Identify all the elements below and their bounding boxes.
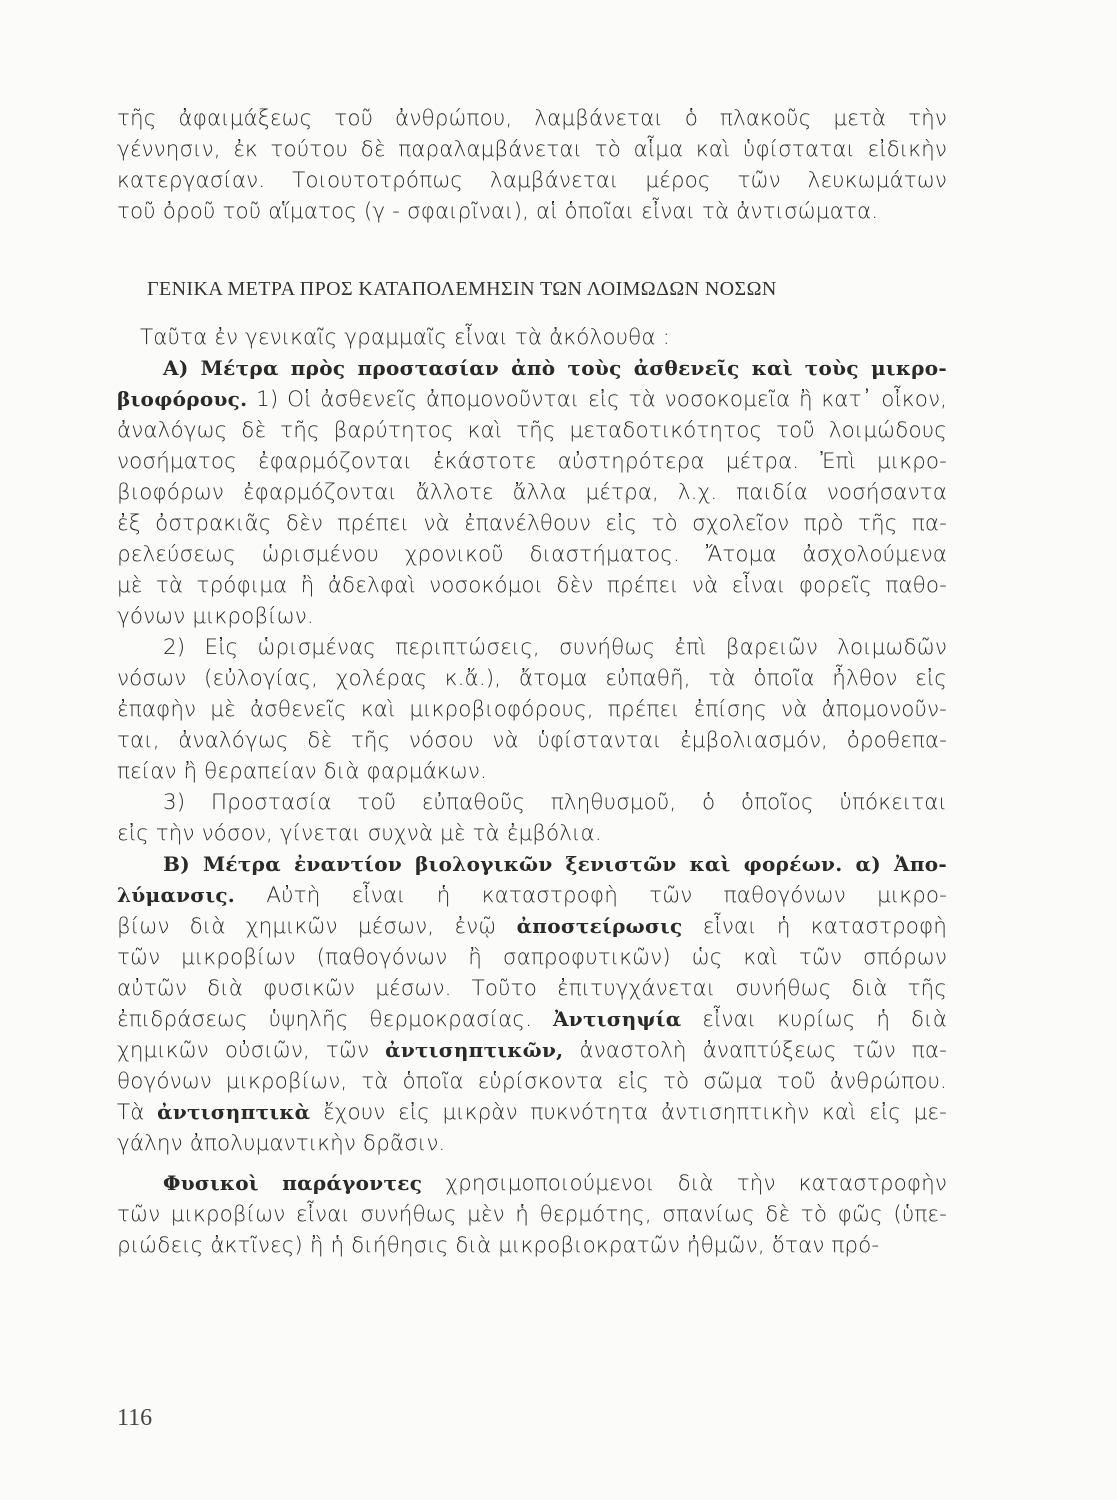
text-segment: ἐπιδράσεως ὑψηλῆς θερμοκρασίας. (117, 1007, 553, 1032)
text-segment: χημικῶν οὐσιῶν, τῶν (117, 1038, 386, 1063)
text-line (117, 756, 947, 787)
text-line (117, 1097, 947, 1128)
text-line (117, 632, 947, 663)
text-line (117, 570, 947, 601)
text-segment: τῶν μικροβίων (παθογόνων ἢ σαπροφυτικῶν) ὡς καὶ τῶν σπόρων (117, 945, 947, 970)
text-segment: βιοφόρων ἐφαρμόζονται ἄλλοτε ἄλλα μέτρα, λ.χ. παιδία νοσήσαντα (117, 480, 947, 505)
text-line (117, 165, 947, 196)
text-segment: τοῦ ὀροῦ τοῦ αἵματος (γ - σφαιρῖναι), αἱ ὁποῖαι εἶναι τὰ ἀντισώματα. (117, 199, 879, 224)
text-segment: ἀναστολὴ ἀναπτύξεως τῶν πα- (563, 1038, 947, 1063)
book-page (117, 103, 947, 1261)
text-segment: 3) Προστασία τοῦ εὐπαθοῦς πληθυσμοῦ, ὁ ὁποῖος ὑπόκειται (163, 790, 947, 815)
text-line (117, 601, 947, 632)
text-line (117, 1199, 947, 1230)
bold-text: Α) Μέτρα πρὸς προστασίαν ἀπὸ τοὺς ἀσθενεῖς καὶ τοὺς μικρο- (163, 356, 947, 380)
text-segment: νοσήματος ἐφαρμόζονται ἑκάστοτε αὐστηρότερα μέτρα. Ἐπὶ μικρο- (117, 449, 947, 474)
text-line (117, 911, 947, 942)
paragraph-gap (117, 1159, 947, 1168)
text-line (117, 446, 947, 477)
text-line (117, 725, 947, 756)
paragraph (117, 632, 947, 787)
text-segment: πείαν ἢ θεραπείαν διὰ φαρμάκων. (117, 759, 487, 784)
text-segment: γάλην ἀπολυμαντικὴν δρᾶσιν. (117, 1131, 446, 1156)
text-line (117, 415, 947, 446)
text-segment: ἔχουν εἰς μικρὰν πυκνότητα ἀντισηπτικὴν καὶ εἰς με- (310, 1100, 947, 1125)
text-segment: ἐπαφὴν μὲ ἀσθενεῖς καὶ μικροβιοφόρους, πρέπει ἐπίσης νὰ ἀπομονοῦν- (117, 697, 947, 722)
text-segment: βίων διὰ χημικῶν μέσων, ἐνῷ (117, 914, 517, 939)
text-line (117, 477, 947, 508)
paragraph (117, 353, 947, 632)
bold-text: βιοφόρους. (117, 387, 248, 411)
paragraphs-main (117, 322, 947, 1261)
text-line (117, 508, 947, 539)
bold-text: ἀντισηπτικὰ (157, 1100, 311, 1124)
text-line (117, 1004, 947, 1035)
text-segment: θογόνων μικροβίων, τὰ ὁποῖα εὑρίσκοντα εἰς τὸ σῶμα τοῦ ἀνθρώπου. (117, 1069, 947, 1094)
text-line (117, 1066, 947, 1097)
text-segment: εἶναι κυρίως ἡ διὰ (681, 1007, 947, 1032)
text-line (117, 663, 947, 694)
text-segment: εἰς τὴν νόσον, γίνεται συχνὰ μὲ τὰ ἐμβόλια. (117, 821, 602, 846)
paragraph (117, 103, 947, 227)
text-segment: νόσων (εὐλογίας, χολέρας κ.ἄ.), ἄτομα εὐπαθῆ, τὰ ὁποῖα ἦλθον εἰς (117, 666, 947, 691)
text-line (117, 818, 947, 849)
text-segment: τῆς ἀφαιμάξεως τοῦ ἀνθρώπου, λαμβάνεται ὁ πλακοῦς μετὰ τὴν (117, 106, 947, 131)
section-heading: ΓΕΝΙΚΑ ΜΕΤΡΑ ΠΡΟΣ ΚΑΤΑΠΟΛΕΜΗΣΙΝ ΤΩΝ ΛΟΙΜΩΔΩΝ ΝΟΣΩΝ (147, 278, 777, 300)
text-segment: ἐξ ὀστρακιᾶς δὲν πρέπει νὰ ἐπανέλθουν εἰς τὸ σχολεῖον πρὸ τῆς πα- (117, 511, 947, 536)
text-line (117, 973, 947, 1004)
page-number: 116 (117, 1405, 153, 1431)
text-line (117, 1128, 947, 1159)
text-segment: εἶναι ἡ καταστροφὴ (682, 914, 947, 939)
text-segment: Ταῦτα ἐν γενικαῖς γραμμαῖς εἶναι τὰ ἀκόλουθα : (140, 325, 670, 350)
text-line (117, 103, 947, 134)
text-line (117, 849, 947, 880)
text-segment: ρελεύσεως ὡρισμένου χρονικοῦ διαστήματος. Ἄτομα ἀσχολούμενα (117, 542, 947, 567)
bold-text: ἀποστείρωσις (516, 914, 683, 938)
text-segment: ριώδεις ἀκτῖνες) ἢ ἡ διήθησις διὰ μικροβιοκρατῶν ἠθμῶν, ὅταν πρό- (117, 1233, 880, 1258)
paragraph (117, 1168, 947, 1261)
bold-text: Φυσικοὶ παράγοντες (163, 1171, 423, 1195)
bold-text: λύμανσις. (117, 883, 236, 907)
text-line (117, 1230, 947, 1261)
text-segment: 2) Εἰς ὡρισμένας περιπτώσεις, συνήθως ἐπὶ βαρειῶν λοιμωδῶν (163, 635, 947, 660)
paragraphs-top (117, 103, 947, 227)
text-segment: ἀναλόγως δὲ τῆς βαρύτητος καὶ τῆς μεταδοτικότητος τοῦ λοιμώδους (117, 418, 947, 443)
text-line (117, 1168, 947, 1199)
text-segment: 1) Οἱ ἀσθενεῖς ἀπομονοῦνται εἰς τὰ νοσοκομεῖα ἢ κατ᾽ οἶκον, (247, 387, 947, 412)
paragraph (117, 849, 947, 1159)
text-line (117, 134, 947, 165)
text-segment: γέννησιν, ἐκ τούτου δὲ παραλαμβάνεται τὸ αἷμα καὶ ὑφίσταται εἰδικὴν (117, 137, 947, 162)
text-line (117, 322, 947, 353)
text-line (117, 694, 947, 725)
text-segment: τῶν μικροβίων εἶναι συνήθως μὲν ἡ θερμότης, σπανίως δὲ τὸ φῶς (ὑπε- (117, 1202, 947, 1227)
bold-text: Ἀντισηψία (552, 1007, 682, 1031)
text-segment: γόνων μικροβίων. (117, 604, 314, 629)
text-line (117, 196, 947, 227)
text-line (117, 942, 947, 973)
text-line (117, 353, 947, 384)
text-segment: κατεργασίαν. Τοιουτοτρόπως λαμβάνεται μέρος τῶν λευκωμάτων (117, 168, 947, 193)
paragraph (117, 322, 947, 353)
text-line (117, 384, 947, 415)
text-segment: χρησιμοποιούμενοι διὰ τὴν καταστροφὴν (422, 1171, 948, 1196)
text-segment: Αὐτὴ εἶναι ἡ καταστροφὴ τῶν παθογόνων μικρο- (235, 883, 947, 908)
text-line (117, 787, 947, 818)
text-segment: μὲ τὰ τρόφιμα ἢ ἀδελφαὶ νοσοκόμοι δὲν πρέπει νὰ εἶναι φορεῖς παθο- (117, 573, 947, 598)
text-segment: αὐτῶν διὰ φυσικῶν μέσων. Τοῦτο ἐπιτυγχάνεται συνήθως διὰ τῆς (117, 976, 947, 1001)
bold-text: Β) Μέτρα ἐναντίον βιολογικῶν ξενιστῶν καὶ φορέων. α) Ἀπο- (163, 852, 947, 876)
text-line (117, 1035, 947, 1066)
paragraph (117, 787, 947, 849)
text-line (117, 880, 947, 911)
text-segment: ται, ἀναλόγως δὲ τῆς νόσου νὰ ὑφίστανται ἐμβολιασμόν, ὀροθεπα- (117, 728, 947, 753)
bold-text: ἀντισηπτικῶν, (385, 1038, 564, 1062)
text-line (117, 539, 947, 570)
text-segment: Τὰ (117, 1100, 158, 1125)
